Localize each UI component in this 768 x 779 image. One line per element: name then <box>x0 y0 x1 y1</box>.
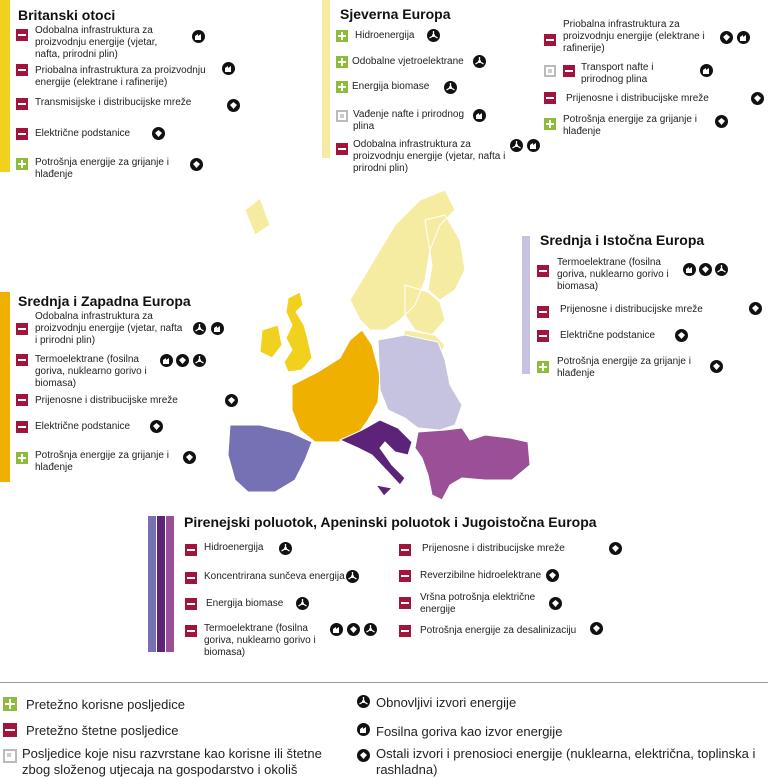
renewable-icon <box>279 542 292 555</box>
minus-icon <box>537 265 549 277</box>
central-west-item-text: Potrošnja energije za grijanje i hlađenje <box>35 450 169 473</box>
minus-icon <box>544 92 556 104</box>
minus-icon <box>399 570 411 582</box>
minus-icon <box>399 625 411 637</box>
northern-item-text: Potrošnja energije za grijanje i hlađenje <box>563 114 697 137</box>
british-item-text: Električne podstanice <box>35 128 131 139</box>
other-icon <box>549 597 562 610</box>
other-icon <box>715 115 728 128</box>
renewable-icon <box>510 139 523 152</box>
northern-title: Sjeverna Europa <box>340 6 451 22</box>
neutral-icon <box>336 110 348 122</box>
renewable-icon <box>357 695 370 708</box>
northern-item-text: Priobalna infrastruktura za proizvodnju energije (elektrane i rafinerije) <box>563 19 705 54</box>
minus-icon <box>16 29 28 41</box>
central-west-item-text: Odobalna infrastruktura za proizvodnju energije (vjetar, nafta i prirodni plin) <box>35 311 183 346</box>
other-icon <box>190 158 203 171</box>
northern-item-text: Hidroenergija <box>355 30 415 41</box>
minus-icon <box>16 421 28 433</box>
southeast-color-bar <box>166 516 174 652</box>
fossil-icon <box>160 354 173 367</box>
other-icon <box>720 31 733 44</box>
minus-icon <box>399 597 411 609</box>
minus-icon <box>537 306 549 318</box>
central-east-item-text: Električne podstanice <box>560 330 656 341</box>
other-icon <box>609 542 622 555</box>
plus-icon <box>336 81 348 93</box>
map-region-iberia <box>228 425 312 492</box>
minus-icon <box>3 723 17 737</box>
legend-renewable-text: Obnovljivi izvori energije <box>376 695 517 710</box>
fossil-icon <box>330 623 343 636</box>
italy-color-bar <box>157 516 165 652</box>
northern-item-text: Vađenje nafte i prirodnog plina <box>353 109 465 132</box>
minus-icon <box>185 572 197 584</box>
legend-neutral-text: Posljedice koje nisu razvrstane kao korisne ili štetne zbog složenog utjecaja na gospodarstvo i okoliš <box>22 746 322 777</box>
other-icon <box>590 622 603 635</box>
other-icon <box>183 451 196 464</box>
other-icon <box>675 329 688 342</box>
legend-divider <box>0 682 768 683</box>
other-icon <box>347 623 360 636</box>
legend-fossil-text: Fosilna goriva kao izvor energije <box>376 724 563 739</box>
south-item-text: Hidroenergija <box>204 542 264 553</box>
renewable-icon <box>427 29 440 42</box>
renewable-icon <box>364 623 377 636</box>
central-east-item-text: Potrošnja energije za grijanje i hlađenje <box>557 356 691 379</box>
south-item-text: Termoelektrane (fosilna goriva, nuklearno gorivo i biomasa) <box>204 623 316 658</box>
other-icon <box>152 127 165 140</box>
south-title: Pirenejski poluotok, Apeninski poluotok i Jugoistočna Europa <box>184 514 597 530</box>
plus-icon <box>336 56 348 68</box>
minus-icon <box>16 354 28 366</box>
northern-item-text: Prijenosne i distribucijske mreže <box>566 93 709 104</box>
minus-icon <box>336 143 348 155</box>
map-region-southeast <box>415 428 530 500</box>
minus-icon <box>185 598 197 610</box>
minus-icon <box>537 330 549 342</box>
plus-icon <box>3 697 17 711</box>
northern-item-text: Odobalna infrastruktura za proizvodnju energije (vjetar, nafta i prirodni plin) <box>353 139 506 174</box>
renewable-icon <box>715 263 728 276</box>
fossil-icon <box>211 322 224 335</box>
renewable-icon <box>296 597 309 610</box>
fossil-icon <box>192 30 205 43</box>
other-icon <box>357 749 370 762</box>
neutral-icon <box>544 65 556 77</box>
south-item-text: Reverzibilne hidroelektrane <box>420 570 542 581</box>
plus-icon <box>537 361 549 373</box>
northern-item-text: Transport nafte i prirodnog plina <box>581 62 654 85</box>
plus-icon <box>336 30 348 42</box>
south-item-text: Energija biomase <box>206 598 284 609</box>
fossil-icon <box>683 263 696 276</box>
map-region-british <box>260 292 312 372</box>
neutral-icon <box>3 749 17 763</box>
legend-other-text: Ostali izvori i prenosioci energije (nuklearna, električna, toplinska i rashladna) <box>376 746 756 777</box>
renewable-icon <box>346 570 359 583</box>
fossil-icon <box>527 139 540 152</box>
central-west-item-text: Termoelektrane (fosilna goriva, nuklearno gorivo i biomasa) <box>35 354 147 389</box>
minus-icon <box>16 323 28 335</box>
renewable-icon <box>473 55 486 68</box>
minus-icon <box>544 34 556 46</box>
northern-item-text: Energija biomase <box>352 81 430 92</box>
other-icon <box>225 394 238 407</box>
europe-map <box>200 180 530 510</box>
plus-icon <box>16 158 28 170</box>
british-title: Britanski otoci <box>18 7 116 23</box>
south-item-text: Vršna potrošnja električne energije <box>420 592 536 615</box>
minus-icon <box>185 625 197 637</box>
fossil-icon <box>473 109 486 122</box>
other-icon <box>699 263 712 276</box>
fossil-icon <box>737 31 750 44</box>
other-icon <box>751 92 764 105</box>
british-item-text: Odobalna infrastruktura za proizvodnju energije (vjetar, nafta, prirodni plin) <box>35 25 158 60</box>
renewable-icon <box>193 354 206 367</box>
plus-icon <box>16 452 28 464</box>
minus-icon <box>16 394 28 406</box>
central-west-color-bar <box>0 292 10 482</box>
central-west-item-text: Električne podstanice <box>35 421 131 432</box>
british-color-bar <box>0 0 10 172</box>
iberia-color-bar <box>148 516 156 652</box>
british-item-text: Potrošnja energije za grijanje i hlađenje <box>35 157 169 180</box>
minus-icon <box>185 544 197 556</box>
northern-color-bar <box>322 0 330 158</box>
map-region-central-east <box>378 335 462 430</box>
renewable-icon <box>444 81 457 94</box>
british-item-text: Priobalna infrastruktura za proizvodnju energije (elektrane i rafinerije) <box>35 65 206 88</box>
plus-icon <box>544 118 556 130</box>
renewable-icon <box>193 322 206 335</box>
central-east-item-text: Prijenosne i distribucijske mreže <box>560 304 703 315</box>
minus-icon <box>399 544 411 556</box>
legend-minus-text: Pretežno štetne posljedice <box>26 723 179 738</box>
central-east-item-text: Termoelektrane (fosilna goriva, nuklearno gorivo i biomasa) <box>557 257 669 292</box>
central-west-item-text: Prijenosne i distribucijske mreže <box>35 395 178 406</box>
central-east-title: Srednja i Istočna Europa <box>540 232 705 248</box>
minus-icon <box>16 98 28 110</box>
other-icon <box>150 420 163 433</box>
minus-icon <box>16 128 28 140</box>
fossil-icon <box>222 62 235 75</box>
northern-item-text: Odobalne vjetroelektrane <box>352 56 464 67</box>
fossil-icon <box>357 723 370 736</box>
minus-icon <box>563 65 575 77</box>
central-east-color-bar <box>522 236 530 374</box>
fossil-icon <box>700 64 713 77</box>
central-west-title: Srednja i Zapadna Europa <box>18 293 191 309</box>
south-item-text: Koncentrirana sunčeva energija <box>204 571 345 582</box>
south-item-text: Potrošnja energije za desalinizaciju <box>420 625 577 636</box>
minus-icon <box>16 64 28 76</box>
south-item-text: Prijenosne i distribucijske mreže <box>422 543 565 554</box>
other-icon <box>176 354 189 367</box>
other-icon <box>749 302 762 315</box>
legend-plus-text: Pretežno korisne posljedice <box>26 697 185 712</box>
british-item-text: Transmisijske i distribucijske mreže <box>35 97 192 108</box>
other-icon <box>710 360 723 373</box>
other-icon <box>227 99 240 112</box>
other-icon <box>546 569 559 582</box>
